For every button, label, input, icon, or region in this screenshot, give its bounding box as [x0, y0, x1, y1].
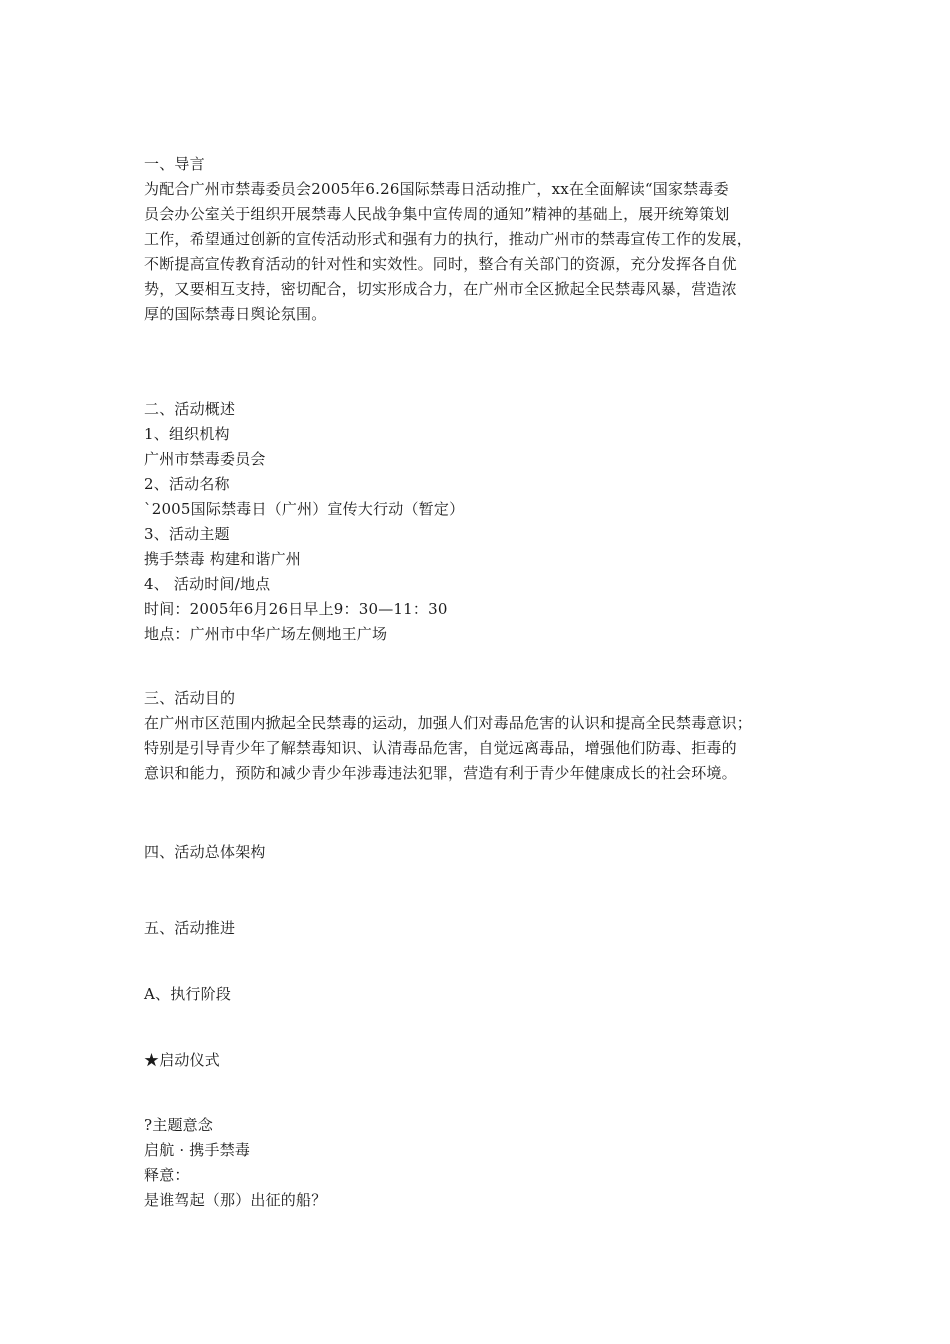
- paragraph-line: 势，又要相互支持，密切配合，切实形成合力，在广州市全区掀起全民禁毒风暴，营造浓: [144, 280, 737, 298]
- item-value-place: 地点：广州市中华广场左侧地王广场: [144, 625, 388, 643]
- ceremony-heading: ★启动仪式: [144, 1051, 221, 1069]
- item-value-time: 时间：2005年6月26日早上9：30—11：30: [144, 600, 448, 618]
- section-heading-overview: 二、活动概述: [144, 400, 236, 418]
- item-label-activity-name: 2、活动名称: [144, 475, 230, 493]
- paragraph-line: 工作，希望通过创新的宣传活动形式和强有力的执行，推动广州市的禁毒宣传工作的发展，: [144, 230, 753, 248]
- explain-label: 释意：: [144, 1166, 190, 1184]
- paragraph-line: 为配合广州市禁毒委员会2005年6.26国际禁毒日活动推广，xx在全面解读“国家禁毒委: [144, 180, 729, 198]
- item-value-theme: 携手禁毒 构建和谐广州: [144, 550, 301, 568]
- paragraph-line: 不断提高宣传教育活动的针对性和实效性。同时，整合有关部门的资源，充分发挥各自优: [144, 255, 737, 273]
- section-heading-introduction: 一、导言: [144, 155, 205, 173]
- item-label-theme: 3、活动主题: [144, 525, 230, 543]
- phase-heading: A、执行阶段: [144, 985, 232, 1003]
- section-heading-framework: 四、活动总体架构: [144, 843, 266, 861]
- section-heading-purpose: 三、活动目的: [144, 689, 236, 707]
- item-value-organization: 广州市禁毒委员会: [144, 450, 266, 468]
- paragraph-line: 在广州市区范围内掀起全民禁毒的运动，加强人们对毒品危害的认识和提高全民禁毒意识；: [144, 714, 753, 732]
- paragraph-line: 特别是引导青少年了解禁毒知识、认清毒品危害，自觉远离毒品，增强他们防毒、拒毒的: [144, 739, 737, 757]
- section-heading-promotion: 五、活动推进: [144, 919, 236, 937]
- paragraph-line: 员会办公室关于组织开展禁毒人民战争集中宣传周的通知”精神的基础上，展开统筹策划: [144, 205, 730, 223]
- item-value-activity-name: `2005国际禁毒日（广州）宣传大行动（暂定）: [144, 500, 465, 518]
- paragraph-line: 厚的国际禁毒日舆论氛围。: [144, 305, 327, 323]
- paragraph-line: 意识和能力，预防和减少青少年涉毒违法犯罪，营造有利于青少年健康成长的社会环境。: [144, 764, 737, 782]
- concept-value: 启航 · 携手禁毒: [144, 1141, 251, 1159]
- item-label-organization: 1、组织机构: [144, 425, 230, 443]
- concept-label: ?主题意念: [144, 1116, 214, 1134]
- explain-line: 是谁驾起（那）出征的船？: [144, 1191, 327, 1209]
- item-label-time-place: 4、 活动时间/地点: [144, 575, 271, 593]
